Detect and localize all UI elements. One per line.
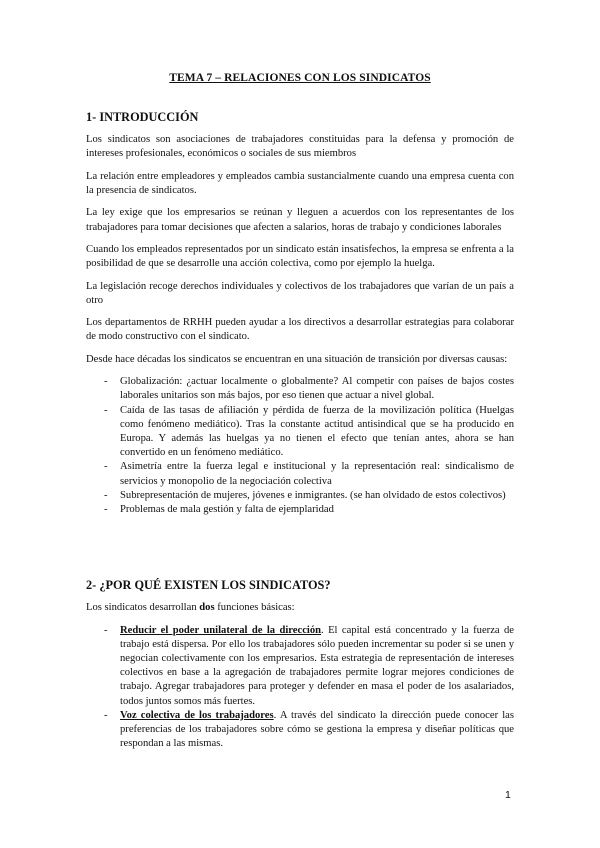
- item-bold-lead: Reducir el poder unilateral de la dirección: [120, 624, 322, 636]
- page-title: TEMA 7 – RELACIONES CON LOS SINDICATOS: [169, 72, 431, 84]
- paragraph: Los sindicatos son asociaciones de trabajadores constituidas para la defensa y promoción de intereses profesionales, económicos o sociales de sus miembros: [86, 134, 514, 160]
- paragraph: Los departamentos de RRHH pueden ayudar a los directivos a desarrollar estrategias para colaborar de modo constructivo con el sindicato.: [86, 317, 514, 343]
- item-text: . A través del sindicato la dirección puede conocer las preferencias de los trabajadores sobre cómo se gestiona la empresa y diseñar políticas que respondan a las mismas.: [120, 709, 515, 750]
- section-heading: 1- INTRODUCCIÓN: [86, 110, 199, 124]
- page-number: 1: [505, 789, 511, 801]
- intro-text: Los sindicatos desarrollan: [86, 602, 200, 614]
- list-item: - Problemas de mala gestión y falta de ejemplaridad: [86, 503, 514, 517]
- item-bold-lead: Voz colectiva de los trabajadores: [120, 709, 274, 721]
- list-item: - Caída de las tasas de afiliación y pérdida de fuerza de la movilización política (Huelgas como fenómeno mediático). Tras la constante actitud antisindical que se ha producido en Europa. Y además las huelgas ya no tienen el efecto que tenían antes, ahora se han convertido en un fenómeno mediático.: [86, 404, 514, 461]
- paragraph: La relación entre empleadores y empleados cambia sustancialmente cuando una empresa cuenta con la presencia de sindicatos.: [86, 170, 514, 196]
- list-item: - Asimetría entre la fuerza legal e institucional y la representación real: sindicalismo de servicios y monopolio de la negociación colectiva: [86, 460, 514, 488]
- item-text: . El capital está concentrado y la fuerza de trabajo está dispersa. Por ello los trabajadores sólo pueden incrementar su poder si se unen y negocian colectivamente con los empresarios. Esta estrategia de representación de intereses colectivos en base a la agregación de trabajadores permite lograr mejores condiciones de trabajo. Agregar trabajadores para proteger y defender en masa el poder de los asalariados, todos juntos somos más fuertes.: [120, 624, 514, 707]
- functions-list: [86, 624, 514, 752]
- list-item: - Globalización: ¿actuar localmente o globalmente? Al competir con países de bajos costes laborales unitarios son más bajos, por eso tienen que actuar a nivel global.: [86, 375, 514, 403]
- section-por-que-existen: [86, 578, 514, 751]
- paragraph: Desde hace décadas los sindicatos se encuentran en una situación de transición por diversas causas:: [86, 353, 508, 365]
- list-item: [86, 624, 514, 709]
- section-introduccion: [86, 110, 514, 517]
- intro-text: funciones básicas:: [214, 602, 295, 614]
- paragraph: La ley exige que los empresarios se reúnan y lleguen a acuerdos con los representantes de los trabajadores para tomar decisiones que afecten a salarios, horas de trabajo y condiciones laborales: [86, 207, 514, 233]
- paragraph: La legislación recoge derechos individuales y colectivos de los trabajadores que varían de un país a otro: [86, 280, 514, 306]
- list-item: - Subrepresentación de mujeres, jóvenes e inmigrantes. (se han olvidado de estos colectivos): [86, 489, 514, 503]
- intro-bold: dos: [199, 602, 215, 614]
- paragraph: Cuando los empleados representados por un sindicato están insatisfechos, la empresa se enfrenta a la posibilidad de que se desarrolle una acción colectiva, como por ejemplo la huelga.: [86, 243, 514, 270]
- list-item: [86, 709, 514, 752]
- paragraph: [86, 601, 514, 615]
- section-heading: 2- ¿POR QUÉ EXISTEN LOS SINDICATOS?: [86, 578, 331, 592]
- causes-list: [86, 375, 514, 517]
